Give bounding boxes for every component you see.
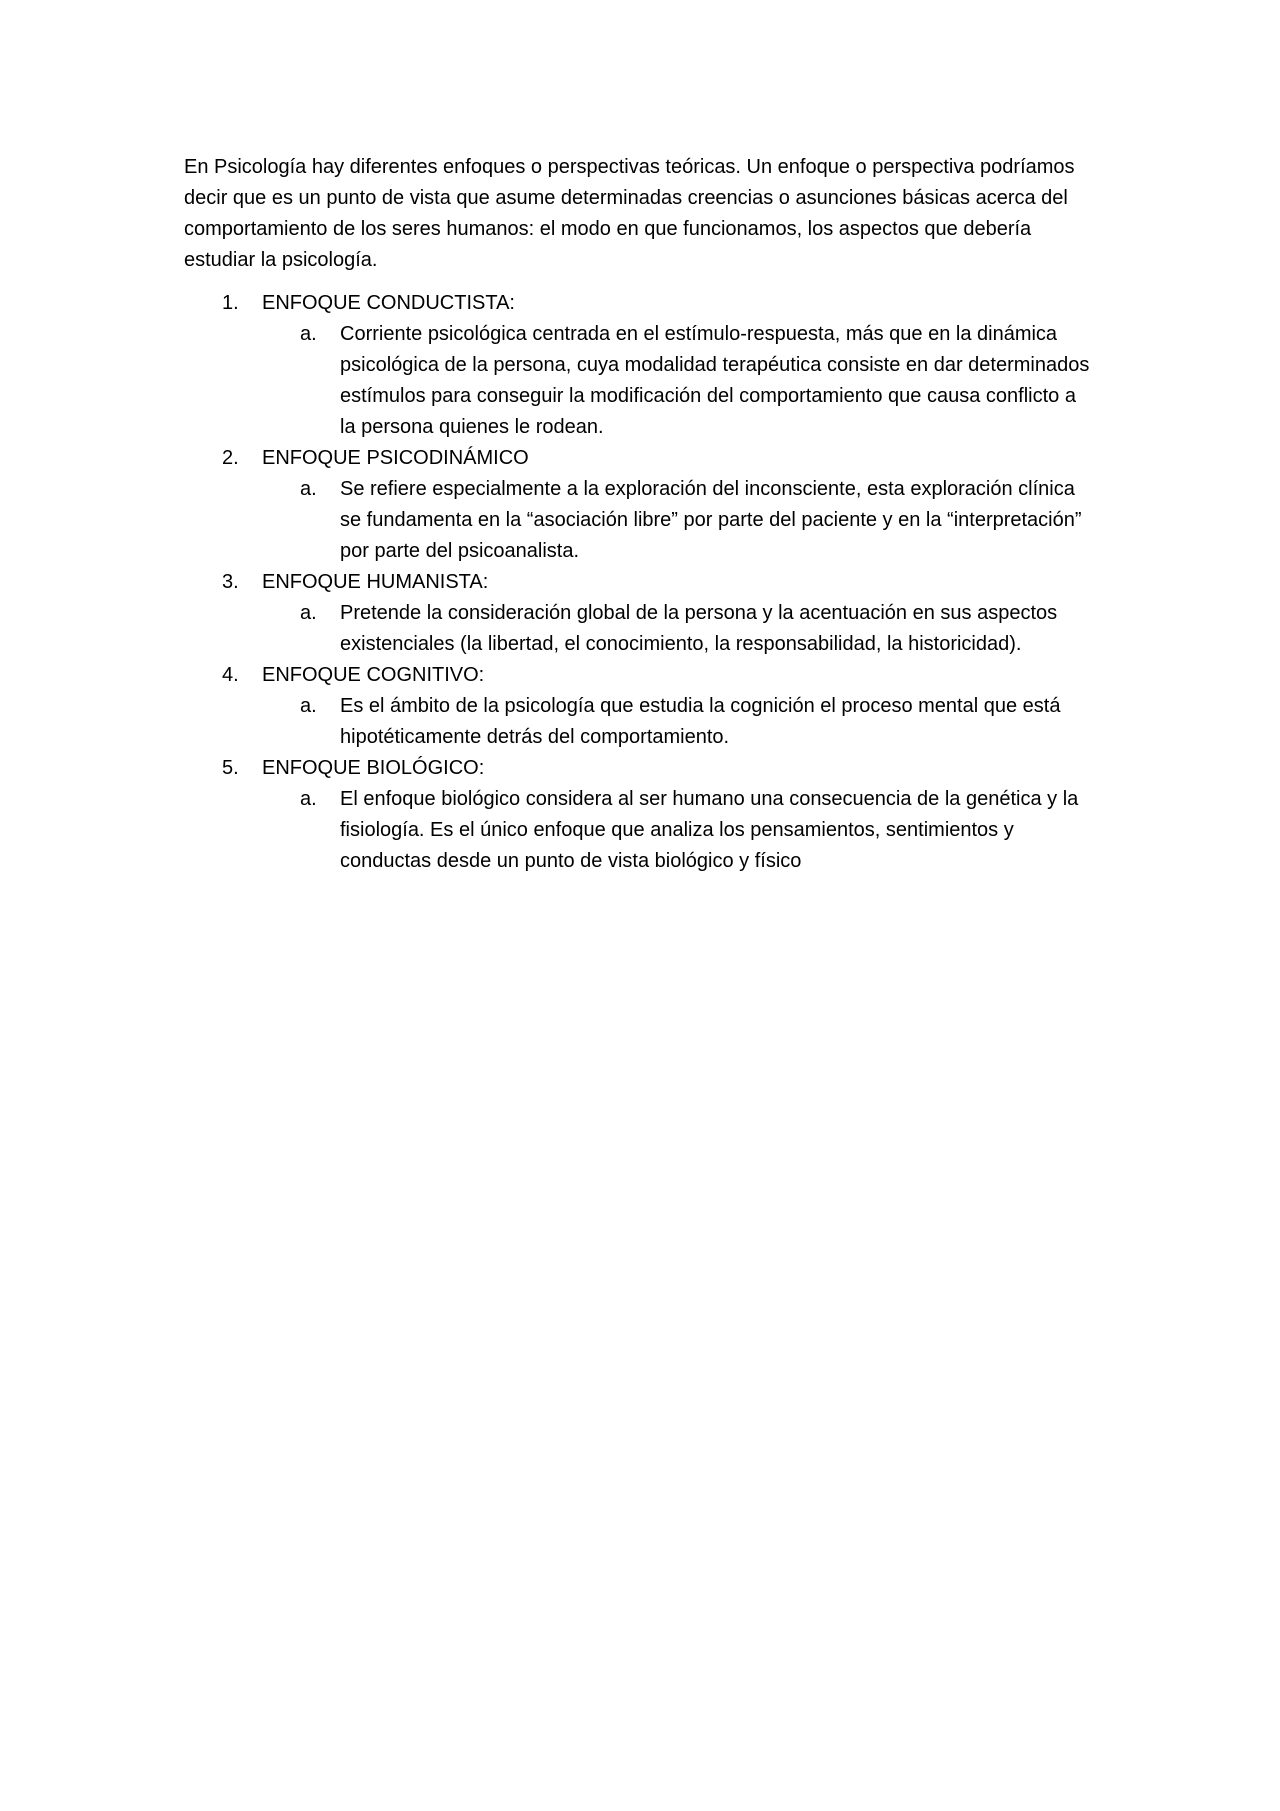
enfoque-title: ENFOQUE BIOLÓGICO: (262, 757, 485, 779)
sub-item-text: Corriente psicológica centrada en el estímulo-respuesta, más que en la dinámica psicológica de la persona, cuya modalidad terapéutica consiste en dar determinados estímulos para conseguir la modificación del comportamiento que causa conflicto a la persona quienes le rodean. (340, 323, 1090, 438)
sub-item-text: El enfoque biológico considera al ser humano una consecuencia de la genética y la fisiología. Es el único enfoque que analiza los pensamientos, sentimientos y conductas desde un punto de vista biológico y físico (340, 788, 1079, 872)
sub-list (262, 784, 1094, 877)
sub-item-text: Se refiere especialmente a la exploración del inconsciente, esta exploración clínica se fundamenta en la “asociación libre” por parte del paciente y en la “interpretación” por parte del psicoanalista. (340, 478, 1082, 562)
list-letter: a. (300, 788, 317, 810)
enfoque-cognitivo (184, 660, 1094, 753)
document-body (184, 152, 1094, 877)
sub-item (262, 474, 1094, 567)
list-number: 2. (222, 447, 239, 469)
intro-paragraph: En Psicología hay diferentes enfoques o perspectivas teóricas. Un enfoque o perspectiva podríamos decir que es un punto de vista que asume determinadas creencias o asunciones básicas acerca del comportamiento de los seres humanos: el modo en que funcionamos, los aspectos que debería estudiar la psicología. (184, 156, 1075, 271)
enfoque-conductista (184, 288, 1094, 443)
sub-item (262, 598, 1094, 660)
enfoque-title: ENFOQUE HUMANISTA: (262, 571, 489, 593)
enfoques-list (184, 288, 1094, 877)
enfoque-humanista (184, 567, 1094, 660)
sub-list (262, 598, 1094, 660)
sub-list (262, 474, 1094, 567)
enfoque-title: ENFOQUE CONDUCTISTA: (262, 292, 515, 314)
list-number: 1. (222, 292, 239, 314)
sub-item (262, 784, 1094, 877)
enfoque-title: ENFOQUE COGNITIVO: (262, 664, 485, 686)
list-number: 3. (222, 571, 239, 593)
enfoque-psicodinamico (184, 443, 1094, 567)
enfoque-biologico (184, 753, 1094, 877)
sub-item-text: Pretende la consideración global de la persona y la acentuación en sus aspectos existenciales (la libertad, el conocimiento, la responsabilidad, la historicidad). (340, 602, 1058, 655)
sub-list (262, 691, 1094, 753)
list-number: 4. (222, 664, 239, 686)
enfoque-title: ENFOQUE PSICODINÁMICO (262, 447, 529, 469)
list-letter: a. (300, 478, 317, 500)
sub-item (262, 319, 1094, 443)
list-letter: a. (300, 323, 317, 345)
list-number: 5. (222, 757, 239, 779)
list-letter: a. (300, 695, 317, 717)
sub-list (262, 319, 1094, 443)
sub-item (262, 691, 1094, 753)
list-letter: a. (300, 602, 317, 624)
sub-item-text: Es el ámbito de la psicología que estudia la cognición el proceso mental que está hipotéticamente detrás del comportamiento. (340, 695, 1061, 748)
